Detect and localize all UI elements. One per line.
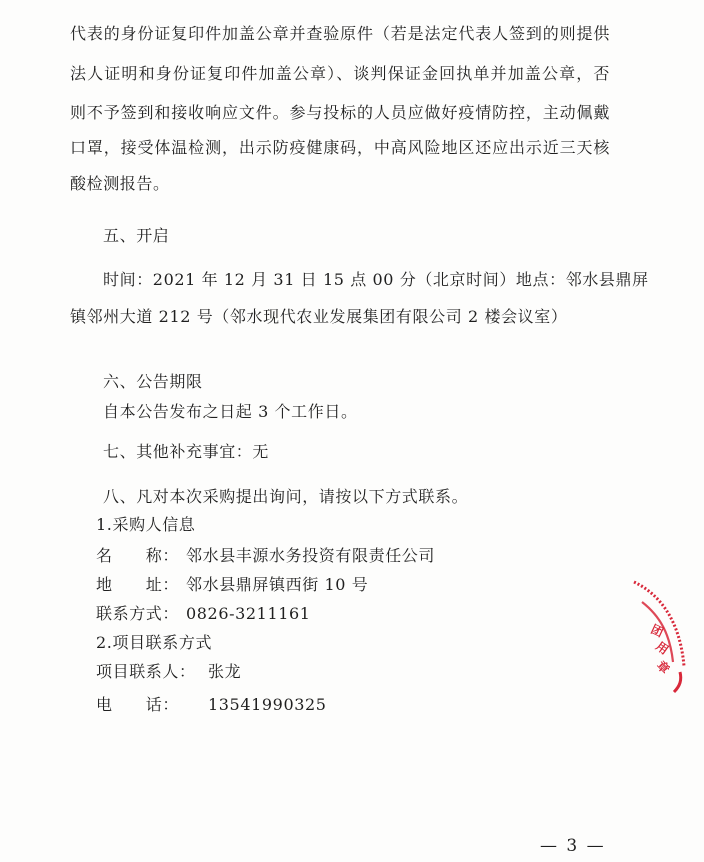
svg-text:章: 章 xyxy=(653,658,673,677)
paragraph-line-2: 法人证明和身份证复印件加盖公章）、谈判保证金回执单并加盖公章，否 xyxy=(70,64,610,83)
paragraph-line-1: 代表的身份证复印件加盖公章并查验原件（若是法定代表人签到的则提供 xyxy=(70,24,610,43)
paragraph-line-4: 口罩，接受体温检测，出示防疫健康码，中高风险地区还应出示近三天核 xyxy=(70,138,610,157)
project-phone-label: 电 话： xyxy=(96,695,180,714)
project-phone-value: 13541990325 xyxy=(208,695,327,714)
purchaser-contact-label: 联系方式： xyxy=(96,604,180,623)
project-contact-person-value: 张龙 xyxy=(208,662,242,681)
section-five-heading: 五、开启 xyxy=(103,226,170,245)
project-contact-title: 2.项目联系方式 xyxy=(96,633,213,652)
project-contact-person-label: 项目联系人： xyxy=(96,662,196,681)
section-eight-heading: 八、凡对本次采购提出询问，请按以下方式联系。 xyxy=(103,487,469,506)
page-number: — 3 — xyxy=(540,836,606,856)
purchaser-info-title: 1.采购人信息 xyxy=(96,515,196,534)
paragraph-line-5: 酸检测报告。 xyxy=(70,174,170,193)
purchaser-contact-value: 0826-3211161 xyxy=(186,604,311,623)
section-six-heading: 六、公告期限 xyxy=(103,372,203,391)
opening-time-line-1: 时间：2021 年 12 月 31 日 15 点 00 分（北京时间）地点：邻水县鼎屏 xyxy=(103,270,649,289)
official-seal-stamp xyxy=(630,576,690,694)
purchaser-address-label: 地 址： xyxy=(96,575,180,594)
purchaser-address-value: 邻水县鼎屏镇西街 10 号 xyxy=(186,575,369,594)
paragraph-line-3: 则不予签到和接收响应文件。参与投标的人员应做好疫情防控，主动佩戴 xyxy=(70,103,610,122)
opening-time-line-2: 镇邻州大道 212 号（邻水现代农业发展集团有限公司 2 楼会议室） xyxy=(70,307,568,326)
section-seven-heading: 七、其他补充事宜：无 xyxy=(103,442,270,461)
svg-text:团: 团 xyxy=(648,622,666,640)
purchaser-name-label: 名 称： xyxy=(96,546,180,565)
svg-text:用: 用 xyxy=(653,638,672,658)
purchaser-name-value: 邻水县丰源水务投资有限责任公司 xyxy=(186,546,436,565)
announcement-period-text: 自本公告发布之日起 3 个工作日。 xyxy=(103,402,358,421)
